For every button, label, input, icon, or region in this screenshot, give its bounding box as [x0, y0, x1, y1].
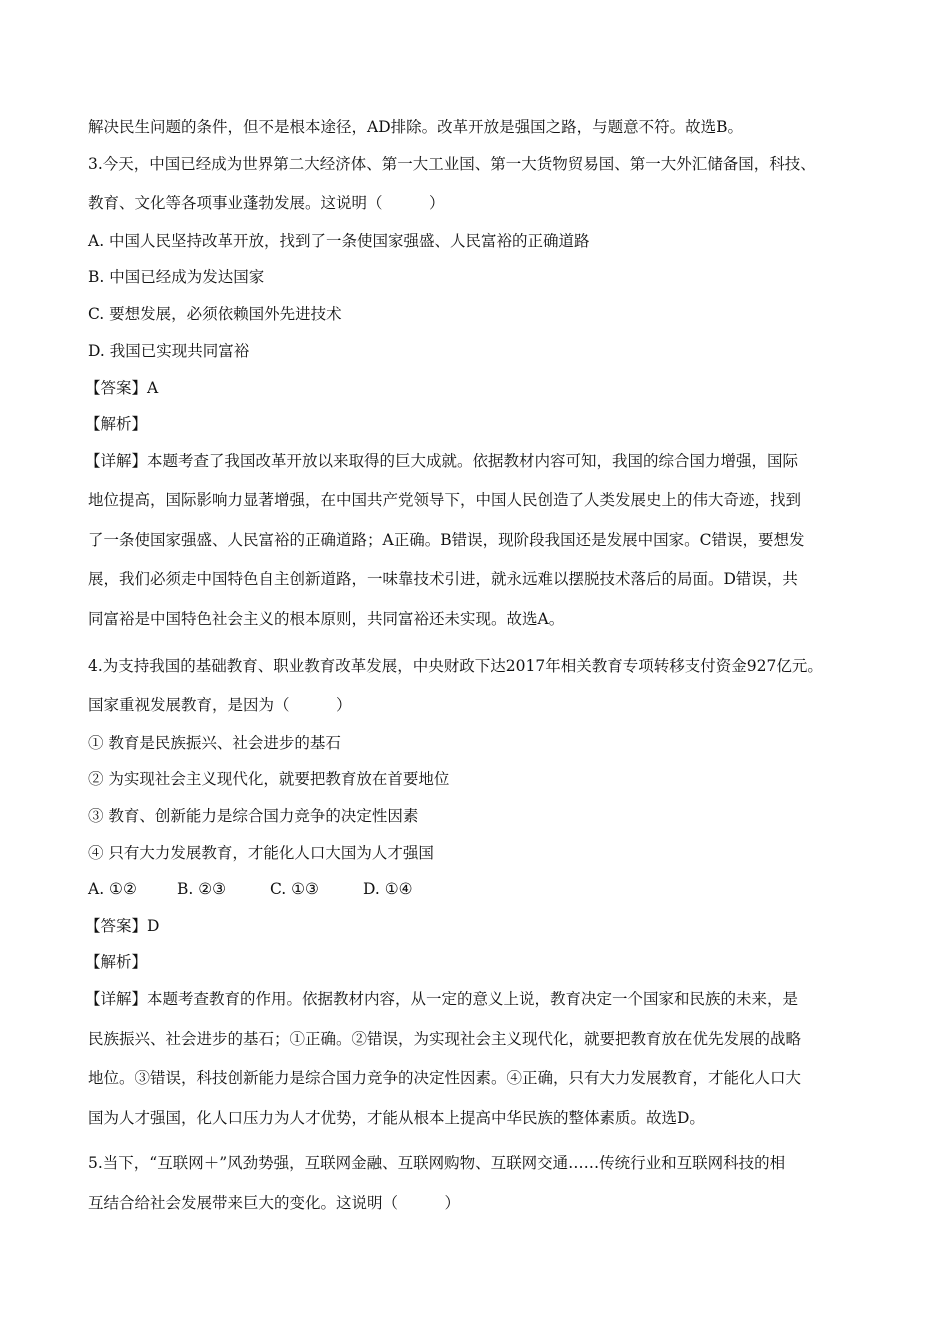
question-4-option-b: B. ②③ — [177, 880, 227, 898]
question-5-stem: 5.当下，“互联网＋”风劲势强，互联网金融、互联网购物、互联网交通……传统行业和互联网科技的相 — [88, 1154, 786, 1172]
question-4-answer: 【答案】D — [85, 917, 160, 935]
question-4-detail-cont: 国为人才强国，化人口压力为人才优势，才能从根本上提高中华民族的整体素质。故选D。 — [88, 1109, 705, 1127]
question-4-detail-cont: 地位。③错误，科技创新能力是综合国力竞争的决定性因素。④正确，只有大力发展教育，才能化人口大 — [88, 1069, 802, 1087]
question-3-detail-cont: 地位提高，国际影响力显著增强，在中国共产党领导下，中国人民创造了人类发展史上的伟大奇迹，找到 — [88, 491, 802, 509]
question-3-detail-cont: 同富裕是中国特色社会主义的根本原则，共同富裕还未实现。故选A。 — [88, 610, 565, 628]
question-3-analysis-label: 【解析】 — [85, 415, 148, 433]
question-4-option-c: C. ①③ — [270, 880, 319, 898]
question-4-options — [88, 879, 413, 899]
question-3-stem: 3.今天，中国已经成为世界第二大经济体、第一大工业国、第一大货物贸易国、第一大外汇储备国，科技、 — [88, 155, 816, 173]
question-3-option-b: B. 中国已经成为发达国家 — [88, 268, 265, 286]
question-3-option-d: D. 我国已实现共同富裕 — [88, 342, 250, 360]
question-3-answer: 【答案】A — [85, 379, 159, 397]
question-4-statement-2: ② 为实现社会主义现代化，就要把教育放在首要地位 — [88, 770, 450, 788]
question-4-statement-1: ① 教育是民族振兴、社会进步的基石 — [88, 734, 341, 752]
question-3-detail-cont: 了一条使国家强盛、人民富裕的正确道路；A正确。B错误，现阶段我国还是发展中国家。C错误，要想发 — [88, 531, 805, 549]
question-3-detail: 【详解】本题考查了我国改革开放以来取得的巨大成就。依据教材内容可知，我国的综合国力增强，国际 — [85, 452, 799, 470]
text-line: 解决民生问题的条件，但不是根本途径，AD排除。改革开放是强国之路，与题意不符。故选B。 — [88, 118, 744, 136]
question-4-stem-cont: 国家重视发展教育，是因为（ ） — [88, 696, 352, 714]
question-4-detail: 【详解】本题考查教育的作用。依据教材内容，从一定的意义上说，教育决定一个国家和民族的未来，是 — [85, 990, 799, 1008]
question-4-option-a: A. ①② — [88, 880, 137, 898]
question-3-option-a: A. 中国人民坚持改革开放，找到了一条使国家强盛、人民富裕的正确道路 — [88, 232, 590, 250]
question-5-stem-cont: 互结合给社会发展带来巨大的变化。这说明（ ） — [88, 1194, 461, 1212]
question-4-statement-4: ④ 只有大力发展教育，才能化人口大国为人才强国 — [88, 844, 434, 862]
question-4-option-d: D. ①④ — [363, 880, 413, 898]
question-3-option-c: C. 要想发展，必须依赖国外先进技术 — [88, 305, 342, 323]
question-3-detail-cont: 展，我们必须走中国特色自主创新道路，一味靠技术引进，就永远难以摆脱技术落后的局面。D错误，共 — [88, 570, 798, 588]
question-4-analysis-label: 【解析】 — [85, 953, 148, 971]
question-4-detail-cont: 民族振兴、社会进步的基石；①正确。②错误，为实现社会主义现代化，就要把教育放在优先发展的战略 — [88, 1030, 802, 1048]
question-4-stem: 4.为支持我国的基础教育、职业教育改革发展，中央财政下达2017年相关教育专项转移支付资金927亿元。 — [88, 657, 823, 675]
question-3-stem-cont: 教育、文化等各项事业蓬勃发展。这说明（ ） — [88, 194, 445, 212]
question-4-statement-3: ③ 教育、创新能力是综合国力竞争的决定性因素 — [88, 807, 419, 825]
